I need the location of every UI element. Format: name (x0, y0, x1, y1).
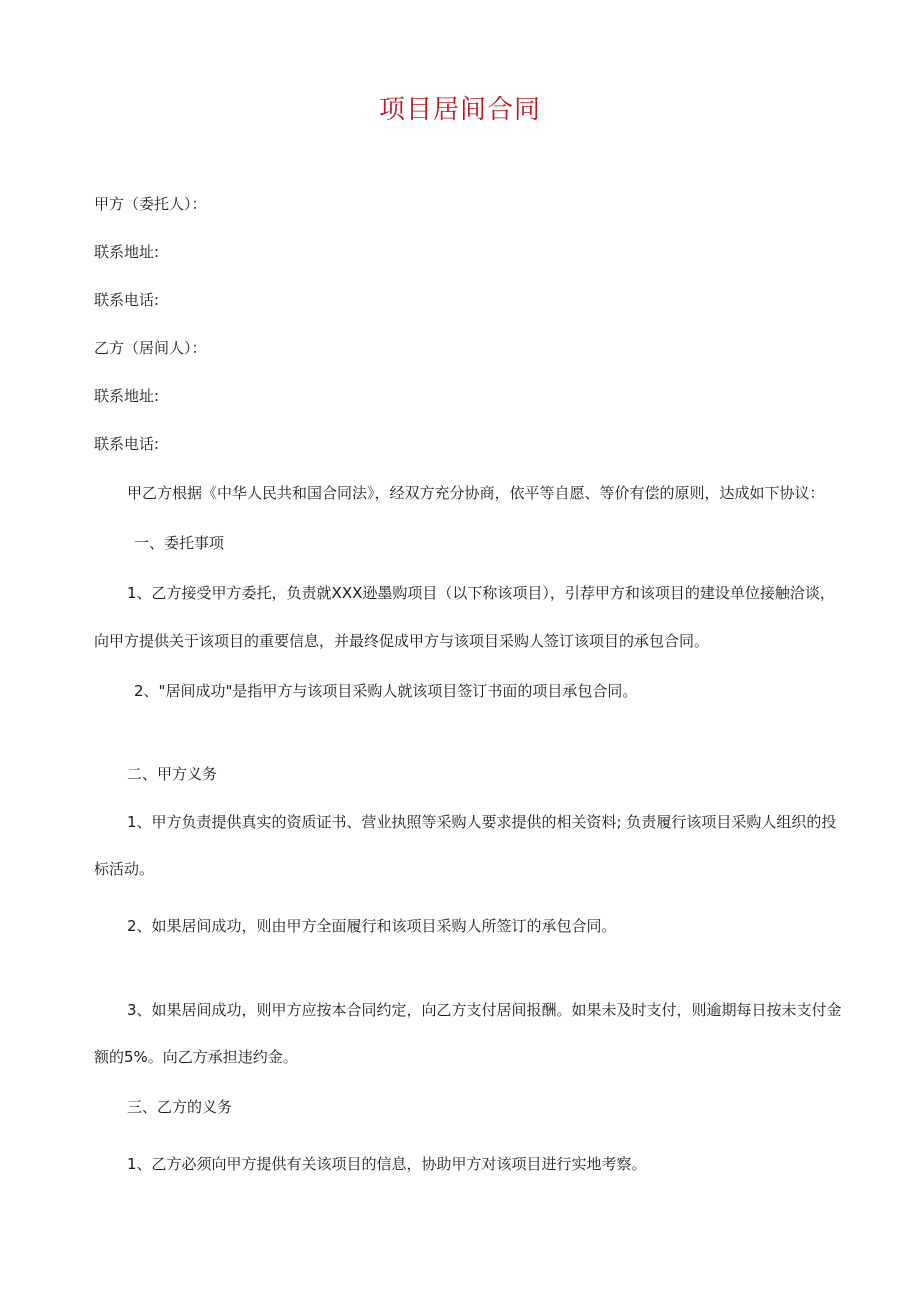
party-a-label: 甲方（委托人）： (94, 195, 207, 213)
section1-item2: 2、"居间成功"是指甲方与该项目采购人就该项目签订书面的项目承包合同。 (134, 682, 638, 700)
section3-item1: 1、乙方必须向甲方提供有关该项目的信息，协助甲方对该项目进行实地考察。 (127, 1155, 647, 1173)
section2-heading: 二、甲方义务 (127, 765, 218, 783)
section2-item3-line1: 3、如果居间成功，则甲方应按本合同约定，向乙方支付居间报酬。如果未及时支付，则逾期每日按未支付金 (127, 1001, 842, 1019)
section2-item3-line2: 额的5%。向乙方承担违约金。 (94, 1048, 298, 1066)
party-b-label: 乙方（居间人）： (94, 339, 207, 357)
party-a-phone-label: 联系电话: (94, 291, 160, 309)
party-a-address-label: 联系地址: (94, 243, 160, 261)
section1-item1-line1: 1、乙方接受甲方委托，负责就XXX逊墨购项目（以下称该项目），引荐甲方和该项目的建设单位接触洽谈， (127, 584, 835, 602)
section2-item2: 2、如果居间成功，则由甲方全面履行和该项目采购人所签订的承包合同。 (127, 917, 617, 935)
document-title: 项目居间合同 (378, 95, 541, 125)
section1-item1-line2: 向甲方提供关于该项目的重要信息，并最终促成甲方与该项目采购人签订该项目的承包合同。 (94, 632, 710, 650)
section1-heading: 一、委托事项 (134, 534, 225, 552)
party-b-address-label: 联系地址: (94, 387, 160, 405)
section2-item1-line2: 标活动。 (94, 860, 155, 878)
party-b-phone-label: 联系电话: (94, 435, 160, 453)
section3-heading: 三、乙方的义务 (127, 1098, 233, 1116)
section2-item1-line1: 1、甲方负责提供真实的资质证书、营业执照等采购人要求提供的相关资料; 负责履行该项目采购人组织的投 (127, 813, 837, 831)
preamble-paragraph: 甲乙方根据《中华人民共和国合同法》，经双方充分协商，依平等自愿、等价有偿的原则，达成如下协议： (127, 484, 825, 502)
